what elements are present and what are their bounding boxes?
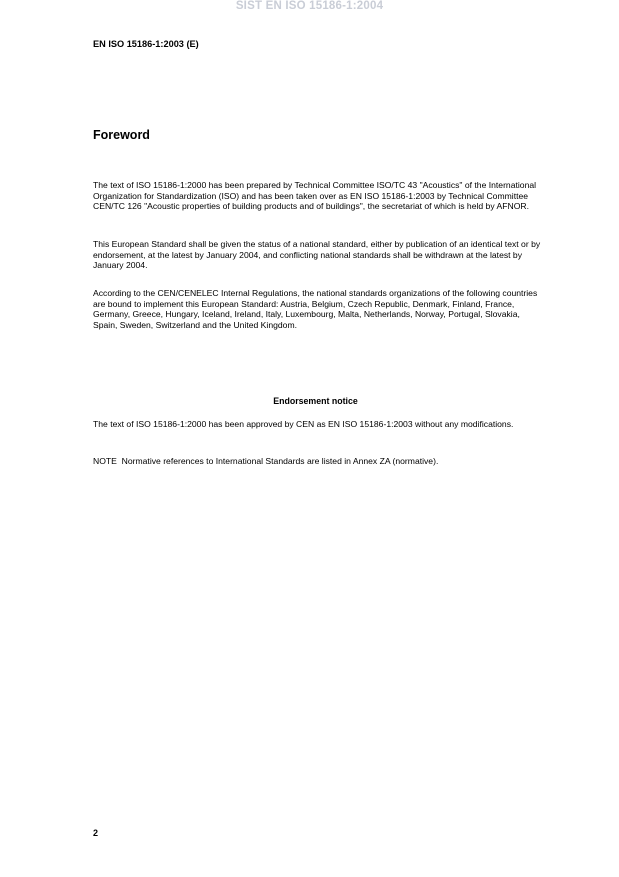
endorsement-heading: Endorsement notice xyxy=(273,396,358,406)
normative-note: NOTE Normative references to International Standards are listed in Annex ZA (normative). xyxy=(93,456,439,466)
foreword-title: Foreword xyxy=(93,128,150,142)
document-id-header: EN ISO 15186-1:2003 (E) xyxy=(93,39,199,49)
foreword-paragraph-2: This European Standard shall be given the status of a national standard, either by publication of an identical text or by endorsement, at the latest by January 2004, and conflicting national standards shall be withdrawn at the latest by January 2004. xyxy=(93,239,541,270)
foreword-paragraph-1: The text of ISO 15186-1:2000 has been prepared by Technical Committee ISO/TC 43 "Acoustics" of the International Organization for Standardization (ISO) and has been taken over as EN ISO 15186-1:2003 by Technical Committee CEN/TC 126 "Acoustic properties of building products and of buildings", the secretariat of which is held by AFNOR. xyxy=(93,180,537,211)
page-number: 2 xyxy=(93,828,99,838)
endorsement-text: The text of ISO 15186-1:2000 has been approved by CEN as EN ISO 15186-1:2003 without any modifications. xyxy=(93,419,514,429)
watermark: SIST EN ISO 15186-1:2004 xyxy=(235,0,384,12)
foreword-paragraph-3: According to the CEN/CENELEC Internal Regulations, the national standards organizations of the following countries are bound to implement this European Standard: Austria, Belgium, Czech Republic, Denmark, Finland, France, Germany, Greece, Hungary, Iceland, Ireland, Italy, Luxembourg, Malta, Netherlands, Norway, Portugal, Slovakia, Spain, Sweden, Switzerland and the United Kingdom. xyxy=(93,288,538,330)
